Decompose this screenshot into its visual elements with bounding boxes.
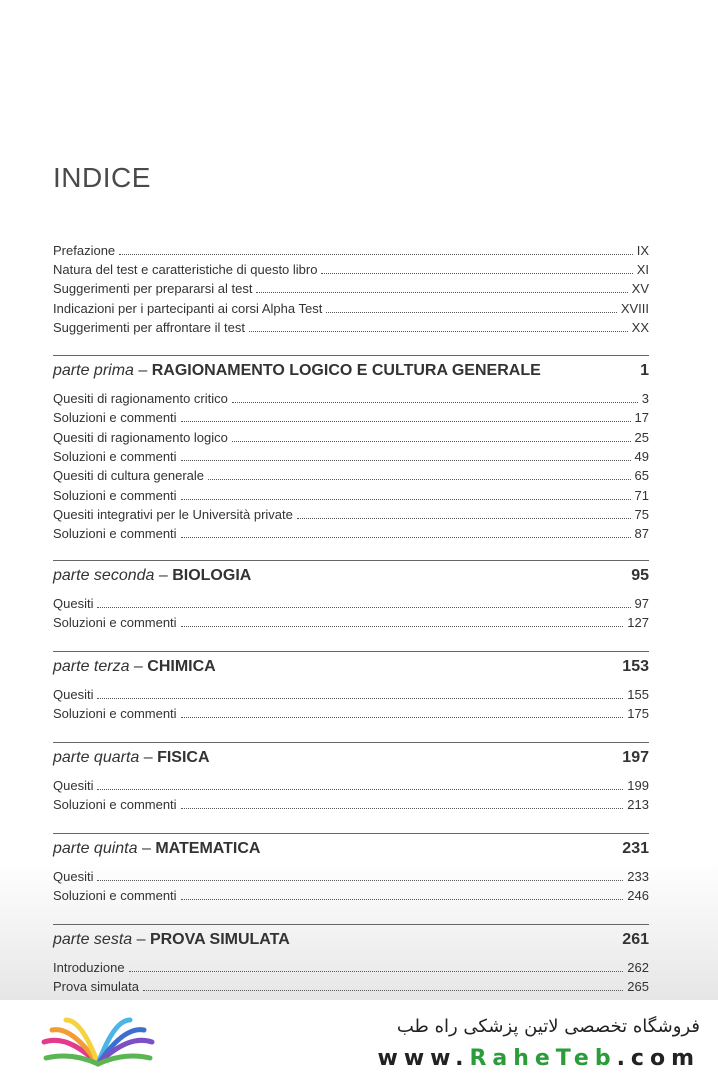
part-divider: [53, 924, 649, 925]
toc-entry-page: 25: [634, 429, 649, 445]
part-heading-title: [53, 658, 216, 676]
toc-entry-label: Soluzioni e commenti: [53, 410, 177, 426]
toc-entry: [53, 488, 649, 507]
toc-entry-page: 199: [627, 778, 649, 793]
part-heading-title: [53, 840, 260, 858]
part-page: 231: [622, 840, 649, 857]
toc-entry-page: 75: [634, 506, 649, 522]
url-brand: RaheTeb: [469, 1046, 617, 1071]
part-ordinal: parte terza: [53, 658, 130, 675]
store-name: فروشگاه تخصصی لاتین پزشکی راه طب: [396, 1016, 700, 1037]
part-ordinal: parte prima: [53, 362, 134, 379]
toc-entry-label: Suggerimenti per prepararsi al test: [53, 281, 253, 297]
part-page: 1: [640, 362, 649, 379]
part-dash: –: [154, 567, 173, 584]
dot-leader: [232, 440, 631, 442]
toc-entry: [53, 526, 649, 545]
toc-entry-label: Quesiti di cultura generale: [53, 468, 205, 484]
toc-entry: [53, 430, 649, 449]
toc-entry-label: Natura del test e caratteristiche di questo libro: [53, 262, 318, 278]
part-name: RAGIONAMENTO LOGICO E CULTURA GENERALE: [151, 362, 541, 379]
toc-entry-label: Quesiti: [53, 687, 94, 702]
store-url[interactable]: [378, 1046, 701, 1071]
url-prefix: www.: [377, 1046, 470, 1071]
toc-entry: [53, 615, 649, 634]
toc-entry-page: 87: [634, 526, 649, 542]
part-heading: [53, 658, 649, 680]
part-ordinal: parte quinta: [53, 840, 138, 857]
toc-entry: [53, 507, 649, 526]
part-name: MATEMATICA: [155, 840, 261, 857]
part-divider: [53, 742, 649, 743]
toc-entry-label: Soluzioni e commenti: [53, 487, 177, 503]
dot-leader: [129, 970, 624, 972]
part-page: 261: [622, 931, 649, 948]
toc-entry-page: 175: [627, 706, 649, 722]
toc-entry-page: 233: [627, 869, 649, 884]
dot-leader: [256, 291, 627, 293]
toc-entry-label: Soluzioni e commenti: [53, 615, 177, 631]
toc-entry-page: 97: [634, 596, 649, 611]
dot-leader: [143, 989, 623, 991]
part-page: 153: [622, 658, 649, 675]
part-heading: [53, 749, 649, 771]
dot-leader: [97, 788, 623, 790]
toc-entry-label: Soluzioni e commenti: [53, 448, 177, 464]
part-heading-title: [53, 931, 290, 949]
part-ordinal: parte seconda: [53, 567, 155, 584]
dot-leader: [297, 517, 631, 519]
toc-entry: [53, 410, 649, 429]
dot-leader: [249, 330, 628, 332]
toc-entry-page: 65: [634, 468, 649, 484]
toc-entry-page: 262: [627, 960, 649, 975]
toc-entry-label: Soluzioni e commenti: [53, 797, 177, 813]
toc-entry: [53, 888, 649, 907]
toc-entry-label: Quesiti: [53, 869, 94, 884]
part-divider: [53, 355, 649, 356]
toc-entry-page: XI: [636, 262, 649, 278]
page-title: INDICE: [53, 162, 151, 193]
part-heading: [53, 840, 649, 862]
toc-entry-page: 17: [634, 410, 649, 426]
dot-leader: [181, 625, 624, 627]
part-divider: [53, 560, 649, 561]
part-dash: –: [129, 658, 148, 675]
toc-entry-page: 49: [634, 448, 649, 464]
toc-entry-label: Indicazioni per i partecipanti ai corsi Alpha Test: [53, 300, 323, 316]
toc-entry-label: Quesiti: [53, 596, 94, 611]
toc-entry-label: Introduzione: [53, 960, 125, 975]
dot-leader: [326, 311, 617, 313]
part-dash: –: [132, 931, 150, 948]
dot-leader: [181, 716, 624, 718]
toc-entry-label: Soluzioni e commenti: [53, 526, 177, 542]
toc-entry: [53, 262, 649, 281]
toc-entry-page: 127: [627, 615, 649, 631]
toc-entry-label: Quesiti integrativi per le Università private: [53, 506, 293, 522]
part-name: PROVA SIMULATA: [149, 931, 290, 948]
toc-entry: [53, 596, 649, 615]
toc-entry: [53, 960, 649, 979]
dot-leader: [181, 536, 631, 538]
part-divider: [53, 651, 649, 652]
toc-entry: [53, 391, 649, 410]
dot-leader: [181, 898, 624, 900]
part-ordinal: parte sesta: [53, 931, 133, 948]
dot-leader: [181, 498, 631, 500]
toc-entry: [53, 778, 649, 797]
open-book-rainbow-icon: [38, 1014, 158, 1070]
toc-entry: [53, 687, 649, 706]
toc-entry-label: Prefazione: [53, 243, 116, 258]
part-heading-title: [53, 362, 541, 380]
toc-entry-label: Quesiti: [53, 778, 94, 793]
part-heading: [53, 362, 649, 384]
toc-entry: [53, 869, 649, 888]
part-dash: –: [139, 749, 158, 766]
toc-entry: [53, 281, 649, 300]
dot-leader: [181, 807, 624, 809]
toc-entry-label: Prova simulata: [53, 979, 139, 995]
part-name: CHIMICA: [147, 658, 216, 675]
part-name: BIOLOGIA: [172, 567, 252, 584]
toc-entry-page: XVIII: [620, 300, 649, 316]
dot-leader: [119, 253, 633, 255]
toc-entry-page: IX: [636, 243, 649, 258]
toc-entry: [53, 797, 649, 816]
dot-leader: [321, 272, 632, 274]
part-heading: [53, 567, 649, 589]
toc-entry-label: Soluzioni e commenti: [53, 888, 177, 904]
part-dash: –: [133, 362, 152, 379]
dot-leader: [181, 420, 631, 422]
dot-leader: [208, 478, 631, 480]
toc-entry: [53, 449, 649, 468]
part-page: 95: [631, 567, 649, 584]
toc-entry-page: 213: [627, 797, 649, 813]
toc-entry: [53, 243, 649, 262]
part-heading-title: [53, 567, 251, 585]
toc-entry-label: Quesiti di ragionamento logico: [53, 429, 228, 445]
toc-entry-page: 265: [627, 979, 649, 995]
toc-entry: [53, 468, 649, 487]
dot-leader: [97, 879, 623, 881]
toc-entry-page: XX: [631, 319, 649, 335]
watermark-footer: [0, 1000, 718, 1080]
dot-leader: [97, 697, 623, 699]
toc-entry: [53, 301, 649, 320]
url-suffix: .com: [616, 1046, 700, 1071]
part-ordinal: parte quarta: [53, 749, 140, 766]
part-page: 197: [622, 749, 649, 766]
toc-entry-page: 246: [627, 888, 649, 904]
toc-entry-page: 71: [634, 487, 649, 503]
toc-entry: [53, 320, 649, 339]
part-divider: [53, 833, 649, 834]
part-name: FISICA: [157, 749, 210, 766]
toc-entry-page: 155: [627, 687, 649, 702]
toc-entry: [53, 706, 649, 725]
part-heading-title: [53, 749, 210, 767]
part-dash: –: [137, 840, 156, 857]
dot-leader: [97, 606, 630, 608]
part-heading: [53, 931, 649, 953]
toc-entry-page: 3: [641, 391, 649, 406]
toc-entry-label: Suggerimenti per affrontare il test: [53, 319, 245, 335]
dot-leader: [181, 459, 631, 461]
toc-entry-label: Soluzioni e commenti: [53, 706, 177, 722]
dot-leader: [232, 401, 638, 403]
toc-entry: [53, 979, 649, 998]
toc-entry-page: XV: [631, 281, 649, 297]
toc-entry-label: Quesiti di ragionamento critico: [53, 391, 228, 406]
